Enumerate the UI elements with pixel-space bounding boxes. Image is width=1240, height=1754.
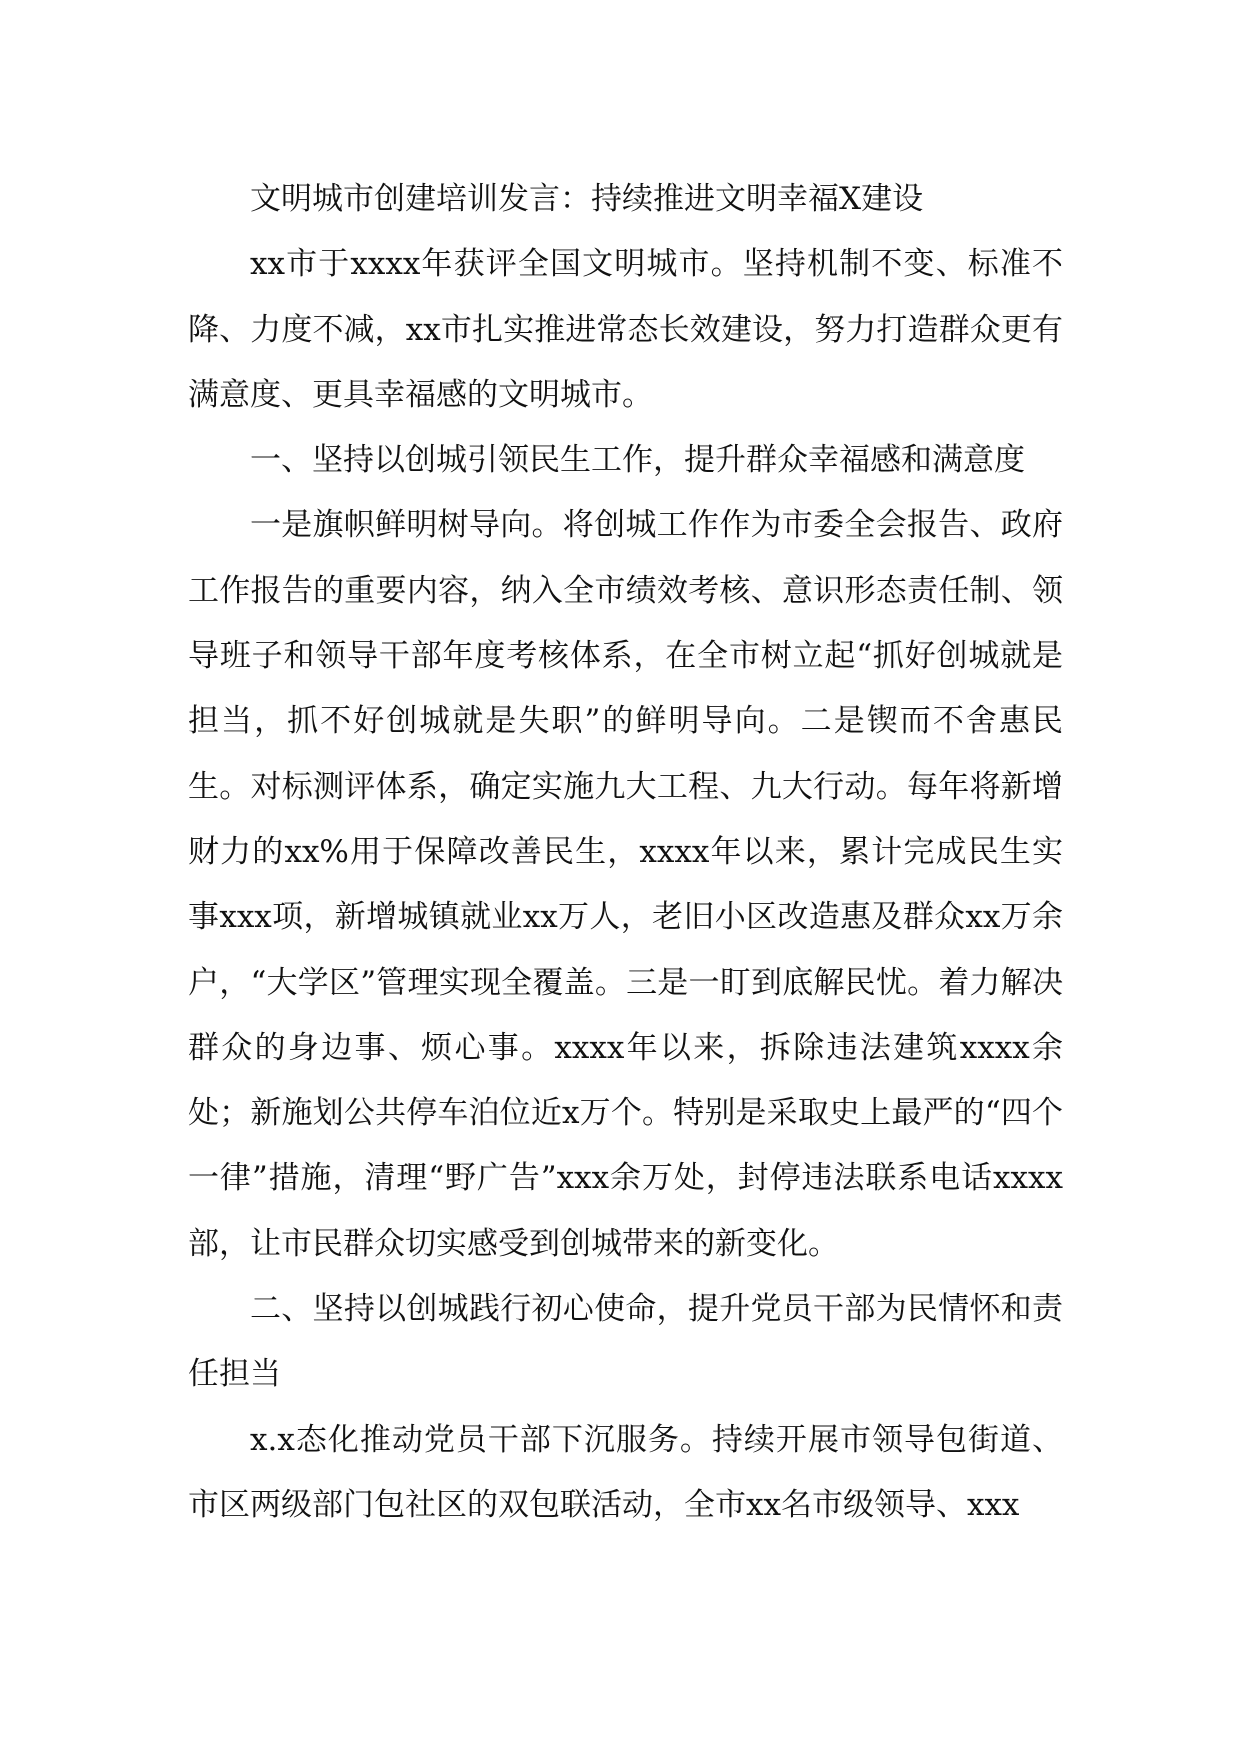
section-heading-2: 二、坚持以创城践行初心使命，提升党员干部为民情怀和责任担当	[188, 1291, 1063, 1393]
document-body	[188, 167, 1063, 1538]
section-heading-1: 一、坚持以创城引领民生工作，提升群众幸福感和满意度	[250, 442, 1025, 479]
paragraph-section-1-body: 一是旗帜鲜明树导向。将创城工作作为市委全会报告、政府工作报告的重要内容，纳入全市绩效考核、意识形态责任制、领导班子和领导干部年度考核体系，在全市树立起“抓好创城就是担当，抓不好创城就是失职”的鲜明导向。二是锲而不舍惠民生。对标测评体系，确定实施九大工程、九大行动。每年将新增财力的xx%用于保障改善民生，xxxx年以来，累计完成民生实事xxx项，新增城镇就业xx万人，老旧小区改造惠及群众xx万余户，“大学区”管理实现全覆盖。三是一盯到底解民忧。着力解决群众的身边事、烦心事。xxxx年以来，拆除违法建筑xxxx余处；新施划公共停车泊位近x万个。特别是采取史上最严的“四个一律”措施，清理“野广告”xxx余万处，封停违法联系电话xxxx部，让市民群众切实感受到创城带来的新变化。	[188, 507, 1063, 1262]
paragraph-intro: xx市于xxxx年获评全国文明城市。坚持机制不变、标准不降、力度不减，xx市扎实推进常态长效建设，努力打造群众更有满意度、更具幸福感的文明城市。	[188, 246, 1063, 413]
document-title: 文明城市创建培训发言：持续推进文明幸福X建设	[250, 181, 924, 217]
paragraph-section-2-body: x.x态化推动党员干部下沉服务。持续开展市领导包街道、市区两级部门包社区的双包联活动，全市xx名市级领导、xxx	[188, 1421, 1063, 1523]
